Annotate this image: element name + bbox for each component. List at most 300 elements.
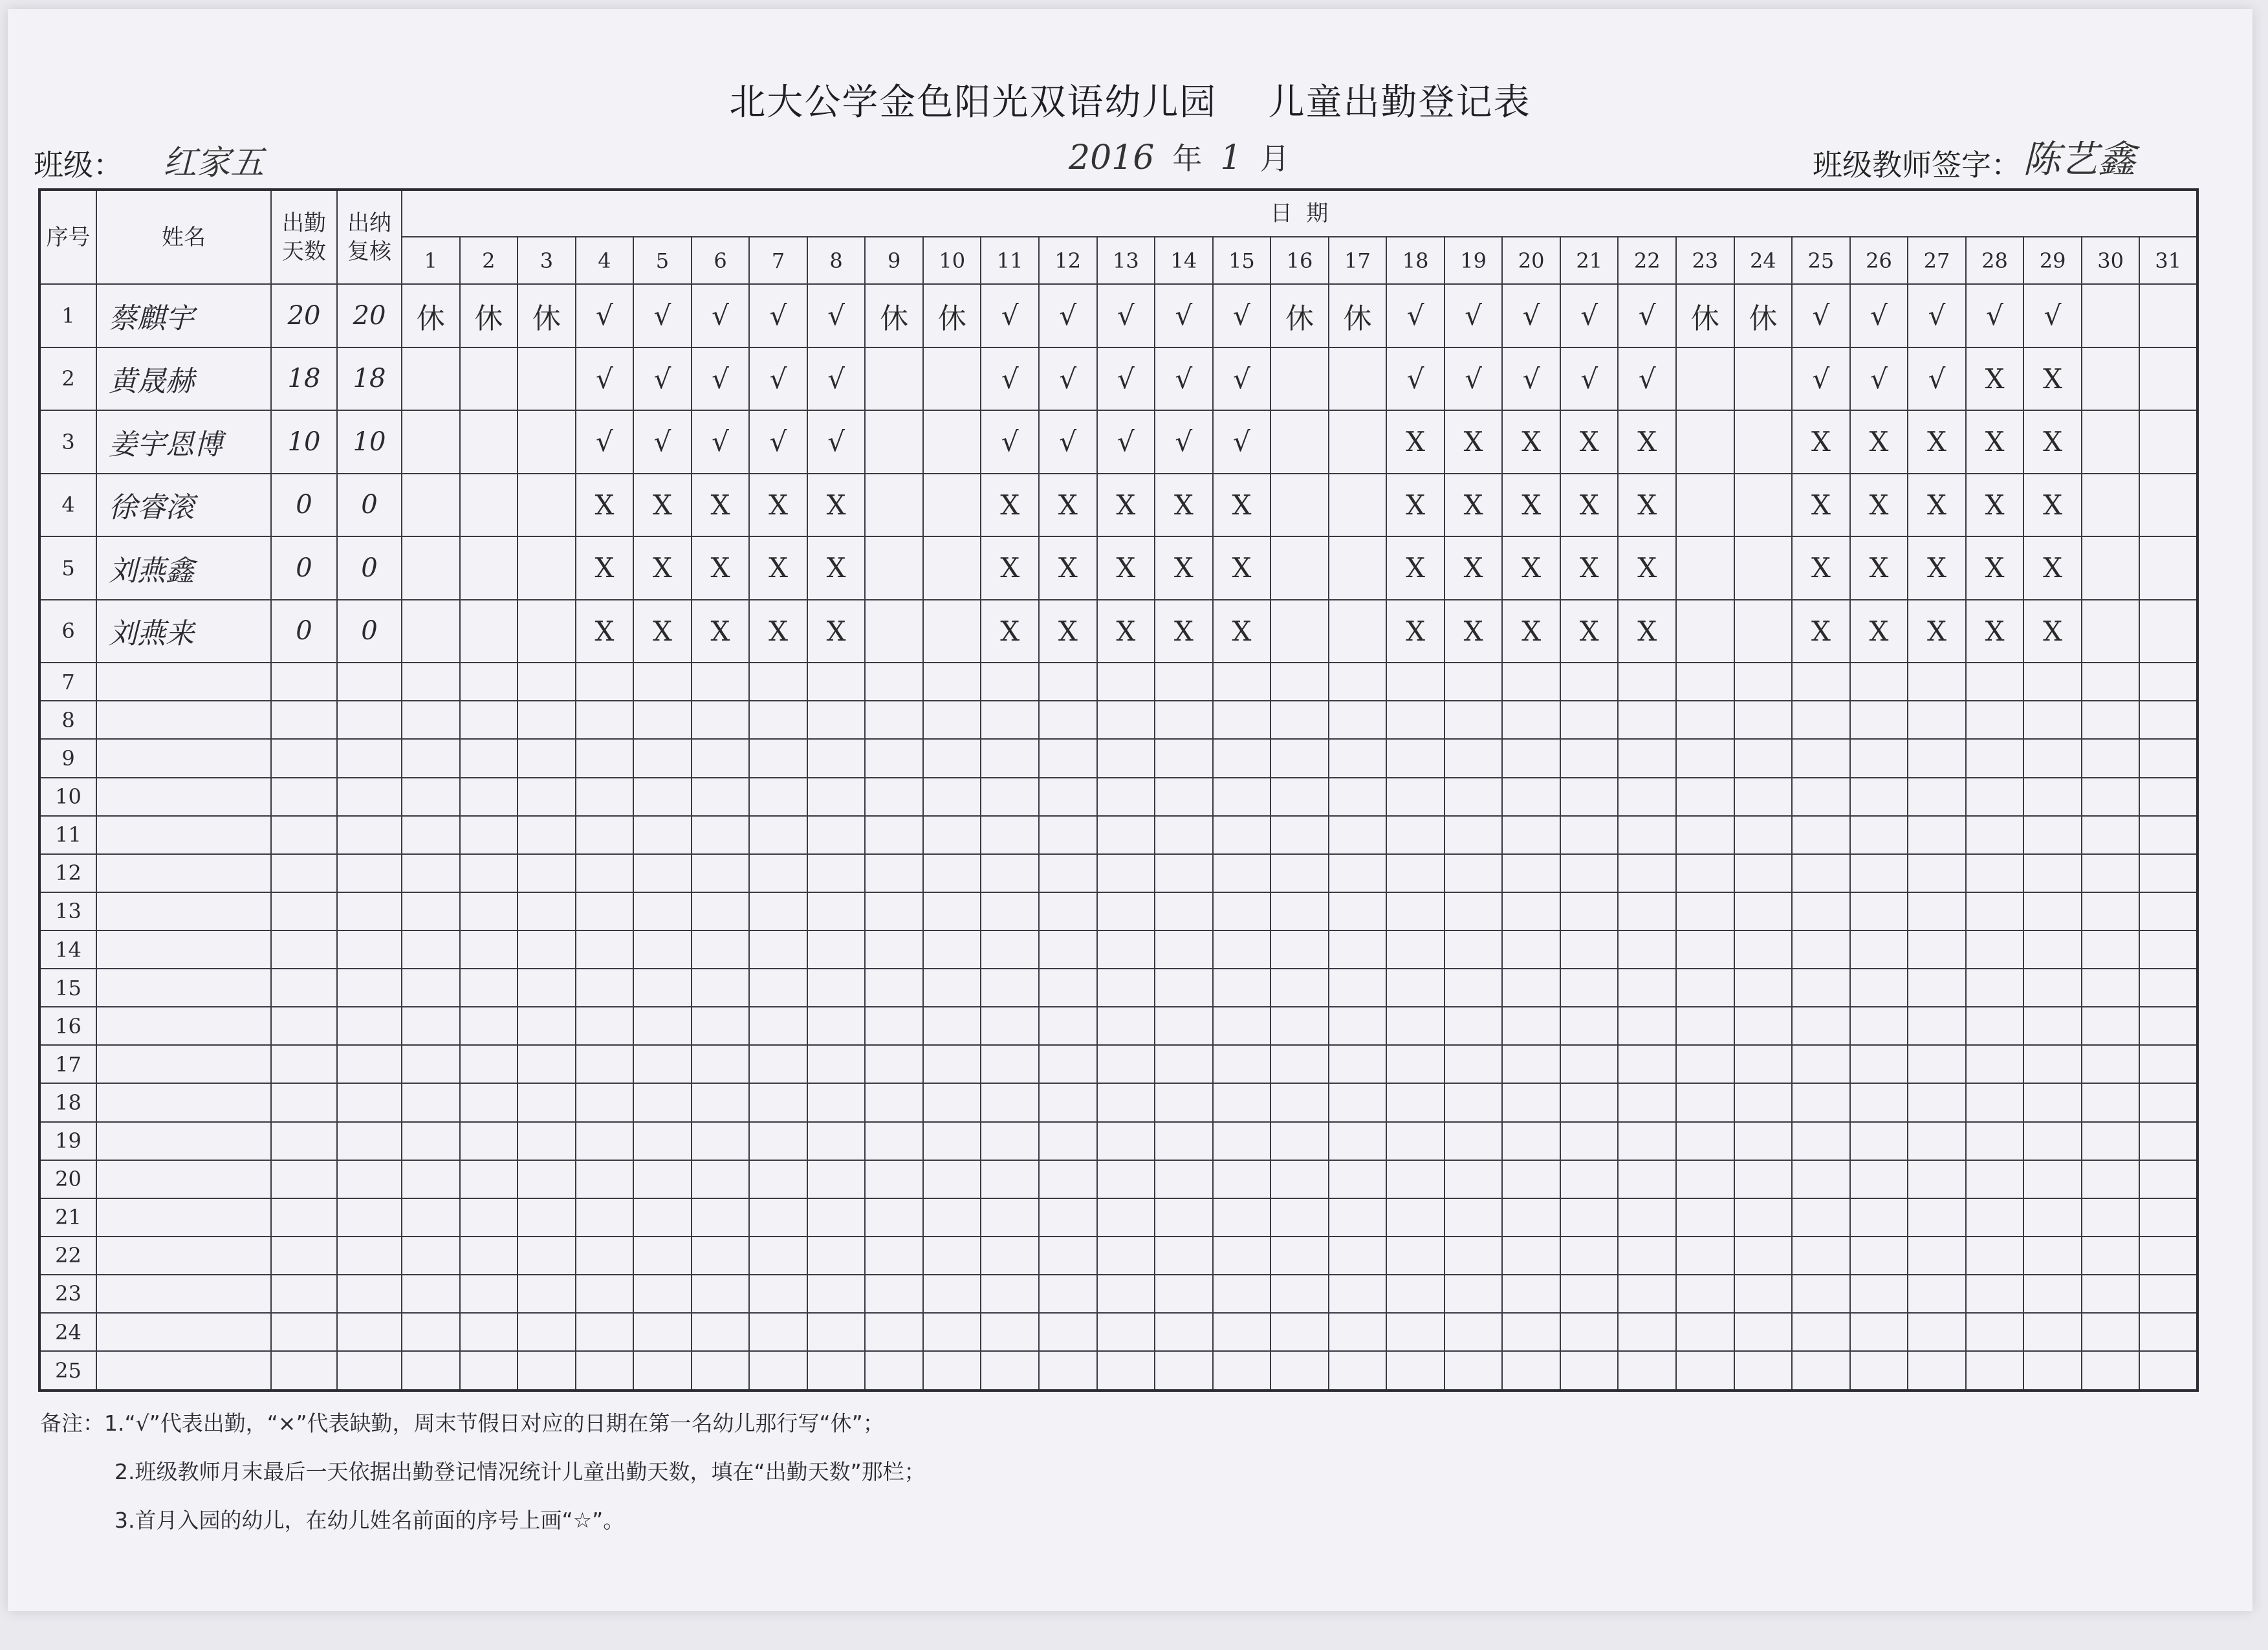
attendance-cell xyxy=(460,663,518,701)
absent-mark: X xyxy=(1908,410,1966,474)
absent-mark: X xyxy=(1850,474,1908,537)
attendance-cell xyxy=(923,778,981,816)
present-mark: √ xyxy=(1792,347,1850,411)
present-mark: √ xyxy=(576,410,634,474)
attendance-cell xyxy=(460,1313,518,1351)
present-mark: √ xyxy=(576,284,634,347)
attendance-cell xyxy=(865,1160,923,1198)
attendance-cell xyxy=(1270,1160,1329,1198)
attendance-cell xyxy=(576,1275,634,1313)
present-mark: √ xyxy=(1502,284,1560,347)
attendance-cell xyxy=(2139,347,2197,411)
attendance-cell xyxy=(1850,778,1908,816)
attendance-cell xyxy=(518,1237,576,1275)
attendance-cell xyxy=(1445,892,1503,930)
attendance-cell xyxy=(1039,1313,1097,1351)
absent-mark: X xyxy=(807,536,866,600)
attendance-cell xyxy=(1213,854,1271,892)
attendance-cell xyxy=(981,816,1039,854)
row-seq: 20 xyxy=(39,1160,96,1198)
attendance-cell xyxy=(1966,1275,2024,1313)
attendance-cell xyxy=(1618,1351,1676,1391)
absent-mark: X xyxy=(1502,474,1560,537)
attendance-cell xyxy=(460,1007,518,1045)
attendance-cell xyxy=(1329,1237,1387,1275)
date-header: 31 xyxy=(2139,237,2197,284)
attendance-cell xyxy=(576,930,634,969)
attendance-days xyxy=(271,778,337,816)
attendance-cell xyxy=(1329,778,1387,816)
absent-mark: X xyxy=(1502,600,1560,663)
attendance-cell xyxy=(1618,1045,1676,1083)
attendance-cell xyxy=(1792,1083,1850,1121)
attendance-cell xyxy=(1734,892,1793,930)
verify-days xyxy=(337,854,402,892)
present-mark: √ xyxy=(749,410,807,474)
absent-mark: X xyxy=(749,600,807,663)
attendance-cell xyxy=(2023,663,2082,701)
verify-days xyxy=(337,1083,402,1121)
attendance-cell xyxy=(518,930,576,969)
attendance-days: 20 xyxy=(271,284,337,347)
attendance-cell xyxy=(402,1122,460,1160)
attendance-cell xyxy=(518,778,576,816)
attendance-cell xyxy=(1502,1045,1560,1083)
attendance-cell xyxy=(1850,1045,1908,1083)
attendance-cell xyxy=(460,778,518,816)
attendance-cell xyxy=(633,892,692,930)
attendance-cell xyxy=(923,1160,981,1198)
attendance-cell xyxy=(1676,347,1734,411)
attendance-cell xyxy=(1270,739,1329,777)
attendance-days xyxy=(271,930,337,969)
attendance-cell xyxy=(1502,1083,1560,1121)
attendance-cell xyxy=(1676,1351,1734,1391)
attendance-cell xyxy=(2082,1237,2140,1275)
attendance-cell xyxy=(2082,1122,2140,1160)
attendance-cell xyxy=(1270,1122,1329,1160)
attendance-cell xyxy=(2139,474,2197,537)
absent-mark: X xyxy=(633,474,692,537)
attendance-cell xyxy=(1155,854,1213,892)
attendance-cell xyxy=(865,663,923,701)
attendance-cell xyxy=(633,1122,692,1160)
absent-mark: X xyxy=(633,536,692,600)
attendance-cell xyxy=(1734,1083,1793,1121)
attendance-cell xyxy=(1097,1007,1155,1045)
absent-mark: X xyxy=(1039,474,1097,537)
attendance-cell xyxy=(1908,1313,1966,1351)
table-row xyxy=(39,1237,2197,1275)
attendance-cell xyxy=(692,1160,750,1198)
attendance-cell xyxy=(1097,663,1155,701)
attendance-cell xyxy=(1792,663,1850,701)
attendance-cell xyxy=(692,969,750,1007)
present-mark: √ xyxy=(1618,284,1676,347)
verify-days xyxy=(337,739,402,777)
attendance-cell xyxy=(1908,892,1966,930)
absent-mark: X xyxy=(807,600,866,663)
attendance-cell xyxy=(1386,892,1445,930)
attendance-cell xyxy=(1445,1083,1503,1121)
attendance-cell xyxy=(807,739,866,777)
attendance-cell xyxy=(1329,1083,1387,1121)
attendance-cell xyxy=(2139,739,2197,777)
attendance-cell xyxy=(633,930,692,969)
attendance-cell xyxy=(807,930,866,969)
attendance-cell xyxy=(1908,1083,1966,1121)
attendance-cell xyxy=(1676,701,1734,739)
present-mark: √ xyxy=(1039,410,1097,474)
attendance-cell xyxy=(923,969,981,1007)
attendance-cell xyxy=(1908,1007,1966,1045)
sheet-title: 北大公学金色阳光双语幼儿园 儿童出勤登记表 xyxy=(729,82,1531,124)
attendance-cell xyxy=(518,600,576,663)
verify-days xyxy=(337,778,402,816)
attendance-cell xyxy=(1850,930,1908,969)
attendance-cell xyxy=(402,854,460,892)
attendance-cell xyxy=(1734,969,1793,1007)
row-seq: 24 xyxy=(39,1313,96,1351)
table-row xyxy=(39,1198,2197,1237)
attendance-cell xyxy=(460,701,518,739)
verify-days xyxy=(337,663,402,701)
attendance-cell xyxy=(1213,778,1271,816)
attendance-cell xyxy=(1155,1198,1213,1237)
attendance-cell xyxy=(1560,778,1619,816)
absent-mark: X xyxy=(692,474,750,537)
attendance-cell xyxy=(1445,854,1503,892)
attendance-cell xyxy=(865,816,923,854)
attendance-cell xyxy=(749,1351,807,1391)
attendance-cell xyxy=(2082,347,2140,411)
attendance-cell xyxy=(1618,1275,1676,1313)
attendance-cell xyxy=(402,969,460,1007)
attendance-cell xyxy=(460,930,518,969)
child-name xyxy=(96,1083,271,1121)
month-value: 1 xyxy=(1220,138,1242,177)
child-name: 刘燕来 xyxy=(96,600,271,663)
attendance-cell xyxy=(1386,1275,1445,1313)
attendance-cell xyxy=(518,739,576,777)
table-row xyxy=(39,930,2197,969)
attendance-cell xyxy=(402,1083,460,1121)
attendance-cell xyxy=(2023,778,2082,816)
attendance-cell xyxy=(1213,930,1271,969)
attendance-cell xyxy=(1213,1083,1271,1121)
absent-mark: X xyxy=(807,474,866,537)
attendance-cell xyxy=(633,663,692,701)
absent-mark: X xyxy=(1445,474,1503,537)
absent-mark: X xyxy=(749,536,807,600)
attendance-cell xyxy=(1097,854,1155,892)
verify-days xyxy=(337,892,402,930)
attendance-cell xyxy=(807,778,866,816)
absent-mark: X xyxy=(981,474,1039,537)
absent-mark: X xyxy=(1850,410,1908,474)
attendance-cell xyxy=(2082,1045,2140,1083)
attendance-cell xyxy=(807,1237,866,1275)
attendance-cell xyxy=(865,536,923,600)
present-mark: √ xyxy=(633,284,692,347)
attendance-cell xyxy=(1039,1007,1097,1045)
attendance-cell xyxy=(1618,1122,1676,1160)
present-mark: √ xyxy=(1386,284,1445,347)
attendance-cell xyxy=(692,663,750,701)
attendance-cell xyxy=(923,892,981,930)
attendance-days xyxy=(271,892,337,930)
attendance-cell xyxy=(981,892,1039,930)
attendance-cell xyxy=(518,701,576,739)
absent-mark: X xyxy=(1386,536,1445,600)
attendance-cell xyxy=(2139,1122,2197,1160)
date-header: 3 xyxy=(518,237,576,284)
attendance-cell xyxy=(1850,663,1908,701)
attendance-cell xyxy=(518,1083,576,1121)
verify-days xyxy=(337,1160,402,1198)
attendance-cell xyxy=(2139,284,2197,347)
attendance-cell xyxy=(576,854,634,892)
attendance-sheet xyxy=(8,9,2252,1611)
attendance-cell xyxy=(692,1351,750,1391)
attendance-cell xyxy=(1792,816,1850,854)
attendance-cell xyxy=(692,1045,750,1083)
rest-mark: 休 xyxy=(1329,284,1387,347)
attendance-cell xyxy=(1097,739,1155,777)
child-name xyxy=(96,930,271,969)
absent-mark: X xyxy=(1445,536,1503,600)
absent-mark: X xyxy=(1560,410,1619,474)
verify-days xyxy=(337,1351,402,1391)
year-month xyxy=(1069,135,1307,178)
attendance-cell xyxy=(402,600,460,663)
table-row xyxy=(39,1160,2197,1198)
verify-days xyxy=(337,1007,402,1045)
attendance-cell xyxy=(1039,778,1097,816)
attendance-cell xyxy=(1618,739,1676,777)
date-header: 2 xyxy=(460,237,518,284)
present-mark: √ xyxy=(981,284,1039,347)
attendance-cell xyxy=(402,930,460,969)
verify-days: 0 xyxy=(337,536,402,600)
attendance-cell xyxy=(1329,410,1387,474)
table-row xyxy=(39,1122,2197,1160)
present-mark: √ xyxy=(981,410,1039,474)
attendance-cell xyxy=(1850,892,1908,930)
attendance-cell xyxy=(1502,1122,1560,1160)
attendance-cell xyxy=(923,854,981,892)
attendance-cell xyxy=(1329,701,1387,739)
attendance-cell xyxy=(1850,739,1908,777)
absent-mark: X xyxy=(1966,600,2024,663)
class-label: 班级： xyxy=(34,148,123,182)
attendance-cell xyxy=(923,1083,981,1121)
attendance-cell xyxy=(981,1045,1039,1083)
attendance-cell xyxy=(1329,1275,1387,1313)
child-name: 黄晟赫 xyxy=(96,347,271,411)
attendance-cell xyxy=(2023,1045,2082,1083)
row-seq: 11 xyxy=(39,816,96,854)
attendance-cell xyxy=(692,892,750,930)
attendance-cell xyxy=(1966,816,2024,854)
attendance-cell xyxy=(1155,1237,1213,1275)
absent-mark: X xyxy=(1386,410,1445,474)
attendance-cell xyxy=(749,1007,807,1045)
table-row xyxy=(39,701,2197,739)
attendance-cell xyxy=(1386,969,1445,1007)
absent-mark: X xyxy=(1386,600,1445,663)
date-header: 8 xyxy=(807,237,866,284)
attendance-cell xyxy=(981,1198,1039,1237)
attendance-cell xyxy=(1966,1122,2024,1160)
attendance-cell xyxy=(692,739,750,777)
present-mark: √ xyxy=(1560,284,1619,347)
child-name xyxy=(96,1275,271,1313)
date-header: 18 xyxy=(1386,237,1445,284)
attendance-cell xyxy=(1966,663,2024,701)
attendance-cell xyxy=(1155,1313,1213,1351)
absent-mark: X xyxy=(2023,474,2082,537)
attendance-cell xyxy=(807,1045,866,1083)
attendance-cell xyxy=(923,930,981,969)
attendance-cell xyxy=(2082,701,2140,739)
row-seq: 8 xyxy=(39,701,96,739)
attendance-cell xyxy=(1329,347,1387,411)
attendance-cell xyxy=(576,1122,634,1160)
present-mark: √ xyxy=(1908,284,1966,347)
note-line-2: 2.班级教师月末最后一天依据出勤登记情况统计儿童出勤天数，填在“出勤天数”那栏； xyxy=(114,1459,926,1484)
rest-mark: 休 xyxy=(518,284,576,347)
absent-mark: X xyxy=(981,600,1039,663)
attendance-cell xyxy=(518,536,576,600)
attendance-cell xyxy=(981,1275,1039,1313)
present-mark: √ xyxy=(1908,347,1966,411)
attendance-cell xyxy=(1792,930,1850,969)
attendance-cell xyxy=(1386,1313,1445,1351)
attendance-days: 0 xyxy=(271,474,337,537)
attendance-cell xyxy=(633,701,692,739)
attendance-cell xyxy=(692,778,750,816)
attendance-cell xyxy=(1908,930,1966,969)
attendance-cell xyxy=(460,474,518,537)
attendance-cell xyxy=(1097,816,1155,854)
absent-mark: X xyxy=(1908,600,1966,663)
absent-mark: X xyxy=(1966,347,2024,411)
attendance-days: 0 xyxy=(271,600,337,663)
attendance-cell xyxy=(981,854,1039,892)
absent-mark: X xyxy=(981,536,1039,600)
absent-mark: X xyxy=(576,474,634,537)
attendance-cell xyxy=(1792,1275,1850,1313)
col-header-date-group: 日 期 xyxy=(402,190,2197,237)
attendance-cell xyxy=(1676,1160,1734,1198)
absent-mark: X xyxy=(1445,600,1503,663)
date-header: 6 xyxy=(692,237,750,284)
attendance-cell xyxy=(1502,1237,1560,1275)
table-row xyxy=(39,1045,2197,1083)
attendance-cell xyxy=(518,816,576,854)
attendance-cell xyxy=(1734,1122,1793,1160)
child-name xyxy=(96,1351,271,1391)
attendance-cell xyxy=(1676,600,1734,663)
present-mark: √ xyxy=(1850,347,1908,411)
attendance-cell xyxy=(1618,1198,1676,1237)
teacher-sign-label: 班级教师签字： xyxy=(1813,148,2021,182)
attendance-cell xyxy=(1676,1122,1734,1160)
row-seq: 6 xyxy=(39,600,96,663)
attendance-cell xyxy=(807,1351,866,1391)
date-header: 10 xyxy=(923,237,981,284)
attendance-cell xyxy=(1850,969,1908,1007)
attendance-cell xyxy=(460,854,518,892)
absent-mark: X xyxy=(576,536,634,600)
attendance-cell xyxy=(518,1122,576,1160)
attendance-cell xyxy=(1676,854,1734,892)
attendance-cell xyxy=(1155,739,1213,777)
attendance-cell xyxy=(1908,1160,1966,1198)
attendance-cell xyxy=(1734,536,1793,600)
attendance-cell xyxy=(2023,1275,2082,1313)
attendance-cell xyxy=(460,1198,518,1237)
absent-mark: X xyxy=(1213,536,1271,600)
row-seq: 23 xyxy=(39,1275,96,1313)
attendance-cell xyxy=(2082,930,2140,969)
absent-mark: X xyxy=(1618,600,1676,663)
attendance-cell xyxy=(1097,778,1155,816)
attendance-cell xyxy=(576,1351,634,1391)
absent-mark: X xyxy=(1097,536,1155,600)
attendance-cell xyxy=(865,1198,923,1237)
attendance-cell xyxy=(1502,663,1560,701)
attendance-cell xyxy=(2139,1313,2197,1351)
attendance-cell xyxy=(518,1351,576,1391)
attendance-cell xyxy=(1445,1313,1503,1351)
attendance-cell xyxy=(1908,854,1966,892)
attendance-cell xyxy=(1966,969,2024,1007)
absent-mark: X xyxy=(1502,536,1560,600)
attendance-cell xyxy=(1329,892,1387,930)
attendance-cell xyxy=(1329,969,1387,1007)
attendance-cell xyxy=(1618,701,1676,739)
attendance-cell xyxy=(1560,701,1619,739)
attendance-cell xyxy=(2139,1045,2197,1083)
absent-mark: X xyxy=(1039,600,1097,663)
attendance-cell xyxy=(1792,778,1850,816)
attendance-cell xyxy=(2023,1160,2082,1198)
date-header: 22 xyxy=(1618,237,1676,284)
attendance-cell xyxy=(460,410,518,474)
present-mark: √ xyxy=(633,410,692,474)
attendance-cell xyxy=(1213,1275,1271,1313)
attendance-cell xyxy=(1155,816,1213,854)
attendance-cell xyxy=(1213,816,1271,854)
attendance-cell xyxy=(1676,778,1734,816)
attendance-days xyxy=(271,1045,337,1083)
attendance-cell xyxy=(1329,854,1387,892)
attendance-cell xyxy=(2023,969,2082,1007)
present-mark: √ xyxy=(749,347,807,411)
attendance-cell xyxy=(1155,1007,1213,1045)
attendance-cell xyxy=(2139,778,2197,816)
attendance-cell xyxy=(518,1045,576,1083)
attendance-cell xyxy=(2082,474,2140,537)
attendance-cell xyxy=(1734,1160,1793,1198)
verify-days xyxy=(337,1275,402,1313)
attendance-cell xyxy=(1213,892,1271,930)
attendance-cell xyxy=(1097,1045,1155,1083)
attendance-cell xyxy=(1039,739,1097,777)
attendance-cell xyxy=(2139,930,2197,969)
